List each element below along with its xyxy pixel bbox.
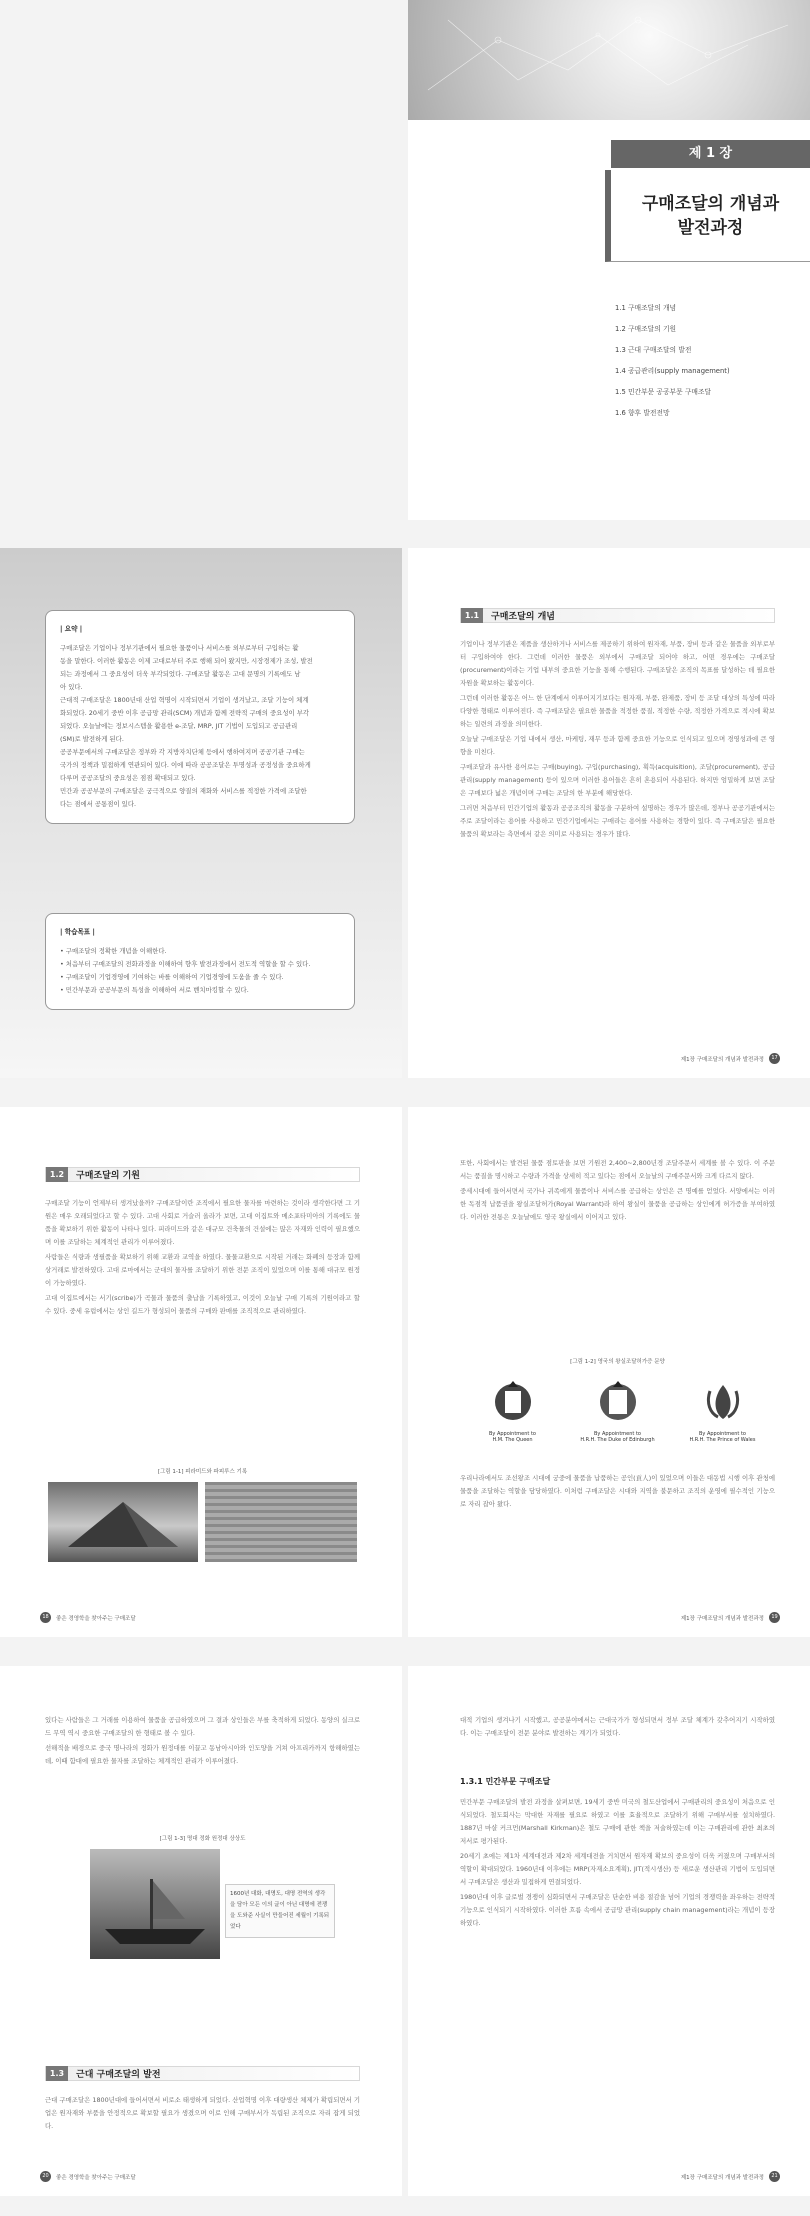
crest-line: H.R.H. The Prince of Wales	[689, 1437, 756, 1443]
figure-caption: [그림 1-1] 피라미드와 파피루스 기록	[157, 1469, 248, 1475]
paragraph: 중세시대에 들어서면서 국가나 귀족에게 물품이나 서비스를 공급하는 상인은 큰 명예를 얻었다. 서양에서는 이러한 독점적 납품권을 왕실조달허가(Royal Warrant)라 하여 왕실이 물품을 공급하는 상인에게 허가증을 부여하였다. 이러한 전통은 오늘날에도 영국 왕실에서 이어지고 있다.	[460, 1187, 775, 1221]
section-title: 구매조달의 개념	[491, 612, 555, 622]
page-number: 20	[40, 2171, 51, 2182]
summary-line: 동을 말한다. 이러한 활동은 이제 고대로부터 주로 행해 되어 왔지만, 시장경제가 조성, 발전	[60, 657, 313, 665]
figure-textbox: 1600년 대화, 대명도, 대명 전역의 생각을 담아 모든 이의 글이 아닌 대명에 전쟁을 도와준 사실이 만들어진 세월이 기록되었다	[225, 1884, 335, 1938]
section-header	[45, 1167, 360, 1182]
summary-heading: | 요약 |	[60, 625, 83, 633]
objective-item: • 민간부문과 공공부문의 특성을 이해하여 서로 벤치마킹할 수 있다.	[60, 986, 249, 994]
section-title: 구매조달의 기원	[76, 1171, 140, 1181]
crest-line: By Appointment to	[593, 1431, 641, 1437]
page-footer	[681, 1612, 780, 1623]
page-footer	[40, 2171, 136, 2182]
objectives-box	[45, 913, 355, 1010]
summary-line: 국가의 정책과 밀접하게 연관되어 있다. 이에 따라 공공조달은 투명성과 공정성을 중요하게	[60, 761, 311, 769]
figure-caption: [그림 1-2] 영국의 왕실조달허가증 문양	[570, 1359, 665, 1365]
chapter-number: 제 1 장	[611, 140, 810, 168]
summary-line: 되었다. 오늘날에는 정보시스템을 활용한 e-조달, MRP, JIT 기법이 도입되고 공급관리	[60, 722, 298, 730]
toc-item[interactable]: 1.3 근대 구매조달의 발전	[615, 346, 692, 354]
objective-item: • 처음부터 구매조달의 전화과정을 이해하여 향후 발전과정에서 전도적 역할을 할 수 있다.	[60, 960, 311, 968]
paragraph: 우리나라에서도 조선왕조 시대에 궁중에 물품을 납품하는 공인(貢人)이 있었으며 이들은 대동법 시행 이후 관청에 물품을 조달하는 역할을 담당하였다. 이처럼 구매조달은 시대와 지역을 불문하고 조직의 운영에 필수적인 기능으로 자리 잡아 왔다.	[460, 1474, 775, 1508]
pyramid-image	[48, 1482, 198, 1562]
section-body-continued	[45, 2094, 360, 2154]
section-number: 1.1	[461, 608, 483, 623]
summary-line: 다는 점에서 공통점이 있다.	[60, 800, 137, 808]
paragraph: 구매조달 기능이 언제부터 생겨났을까? 구매조달이란 조직에서 필요한 물자를 마련하는 것이라 생각한다면 그 기원은 매우 오래되었다고 할 수 있다. 고대 사회로 거슬러 올라가 보면, 고대 이집트와 메소포타미아의 기록에도 물품을 확보하기 위한 활동이 나타나 있다. 피라미드와 같은 대규모 건축물의 건설에는 많은 자재와 인력이 필요했으며 이를 조달하는 체계적인 관리가 이루어졌다.	[45, 1199, 360, 1246]
summary-line: 화되었다. 20세기 중반 이후 공급망 관리(SCM) 개념과 함께 전략적 구매의 중요성이 부각	[60, 709, 310, 717]
running-footer: 제1장 구매조달의 개념과 발전과정	[680, 2174, 764, 2181]
crest-line: By Appointment to	[488, 1431, 536, 1437]
paragraph: 오늘날 구매조달은 기업 내에서 생산, 마케팅, 재무 등과 함께 중요한 기능으로 인식되고 있으며 경영성과에 큰 영향을 미친다.	[460, 735, 775, 756]
section-body-continued	[460, 1472, 775, 1582]
royal-warrant-page	[408, 1107, 810, 1637]
summary-box	[45, 610, 355, 824]
chapter-toc	[615, 298, 730, 424]
network-graphic	[408, 0, 810, 120]
paragraph: 고대 이집트에서는 서기(scribe)가 곡물과 물품의 출납을 기록하였고, 이것이 오늘날 구매 기록의 기원이라고 할 수 있다. 중세 유럽에서는 상인 길드가 형성되어 물품의 구매와 판매를 조직적으로 관리하였다.	[45, 1294, 360, 1315]
section-title: 근대 구매조달의 발전	[76, 2070, 161, 2080]
objectives-heading: | 학습목표 |	[60, 928, 95, 936]
summary-line: 아 있다.	[60, 683, 83, 691]
summary-line: 되는 과정에서 그 중요성이 더욱 부각되었다. 구매조달 활동은 고대 문명의 기록에도 남	[60, 670, 301, 678]
toc-item[interactable]: 1.6 향후 발전전망	[615, 409, 670, 417]
summary-line: 근대적 구매조달은 1800년대 산업 혁명이 시작되면서 기업이 생겨났고, 조달 기능이 체계	[60, 696, 309, 704]
feathers-crest-icon	[698, 1377, 748, 1427]
page-number: 18	[40, 1612, 51, 1623]
running-footer: 좋은 경영학을 찾아주는 구매조달	[56, 1615, 136, 1622]
crest-line: H.M. The Queen	[492, 1437, 533, 1443]
page-footer	[40, 1612, 136, 1623]
section-body-continued	[460, 1796, 775, 2136]
section-1-3-1-page	[408, 1666, 810, 2196]
objective-item: • 구매조달이 기업경영에 기여하는 바를 이해하여 기업경영에 도움을 줄 수 있다.	[60, 973, 284, 981]
chapter-opener-page	[408, 0, 810, 520]
paragraph: 구매조달과 유사한 용어로는 구매(buying), 구입(purchasing), 획득(acquisition), 조달(procurement), 공급관리(supply management) 등이 있으며 이러한 용어들은 흔히 혼용되어 사용된다. 하지만 엄밀하게 보면 조달은 구매보다 넓은 개념이며 구매는 조달의 한 부분에 해당한다.	[460, 763, 775, 797]
section-body	[45, 1714, 360, 1824]
subsection-title: 1.3.1 민간부문 구매조달	[460, 1777, 551, 1786]
toc-item[interactable]: 1.2 구매조달의 기원	[615, 325, 677, 333]
chapter-title-box	[605, 170, 810, 262]
page-footer	[681, 2171, 780, 2182]
crest-icon	[488, 1377, 538, 1427]
pyramid-icon	[48, 1482, 198, 1562]
running-footer: 제1장 구매조달의 개념과 발전과정	[680, 1615, 764, 1622]
crest-line: H.R.H. The Duke of Edinburgh	[580, 1437, 655, 1443]
section-number: 1.2	[46, 1167, 68, 1182]
objective-item: • 구매조달의 정확한 개념을 이해한다.	[60, 947, 167, 955]
paragraph: 민간부문 구매조달의 발전 과정을 살펴보면, 19세기 중반 미국의 철도산업에서 구매관리의 중요성이 처음으로 인식되었다. 철도회사는 막대한 자재를 필요로 하였고 이를 효율적으로 조달하기 위해 구매부서를 설치하였다. 1887년 마샬 커크먼(Marshall Kirkman)은 철도 구매에 관한 책을 저술하였는데 이는 구매관리에 관한 최초의 저서로 평가된다.	[460, 1798, 775, 1845]
toc-item[interactable]: 1.4 공급관리(supply management)	[615, 367, 730, 375]
paragraph: 선해적을 배경으로 중국 명나라의 정화가 원정대를 이끌고 동남아시아와 인도양을 거쳐 아프리카까지 항해하였는데, 이때 함대에 필요한 물자를 조달하는 체계적인 관리가 이루어졌다.	[45, 1744, 360, 1765]
section-1-2-page	[0, 1107, 402, 1637]
paragraph: 그런데 이러한 활동은 어느 한 단계에서 이루어지기보다는 원자재, 부품, 완제품, 장비 등 조달 대상의 특성에 따라 다양한 형태로 이루어진다. 즉 구매조달은 필요한 물품을 적정한 품질, 적정한 수량, 적정한 가격으로 적시에 확보하는 일련의 과정을 의미한다.	[460, 694, 775, 728]
section-body	[45, 1197, 360, 1447]
papyrus-image	[205, 1482, 357, 1562]
section-body	[460, 1714, 775, 1764]
paragraph: 대적 기업의 생겨나기 시작했고, 공공분야에서는 근대국가가 형성되면서 정부 조달 체계가 갖추어지기 시작하였다. 이는 구매조달이 전문 분야로 발전하는 계기가 되었다.	[460, 1716, 775, 1737]
paragraph: 사람들은 식량과 생필품을 확보하기 위해 교환과 교역을 하였다. 물물교환으로 시작된 거래는 화폐의 등장과 함께 상거래로 발전하였다. 고대 로마에서는 군대의 물자를 조달하기 위한 전문 조직이 있었으며 이를 통해 대규모 원정이 가능하였다.	[45, 1253, 360, 1287]
summary-line: 공공부문에서의 구매조달은 정부와 각 지방자치단체 등에서 행하여지며 공공기관 구매는	[60, 748, 305, 756]
paragraph: 있다는 사람들은 그 거래를 이용하여 물품을 공급하였으며 그 결과 상인들은 부를 축적하게 되었다. 동양의 실크로드 무역 역시 중요한 구매조달의 한 형태로 볼 수 있다.	[45, 1716, 360, 1737]
toc-item[interactable]: 1.5 민간부문 공공부문 구매조달	[615, 388, 712, 396]
cover-image	[408, 0, 810, 120]
section-header	[460, 608, 775, 623]
summary-line: 다루며 공공조달의 중요성은 점점 확대되고 있다.	[60, 774, 196, 782]
section-body	[460, 1157, 775, 1347]
crest-item	[573, 1377, 663, 1443]
crest-icon	[593, 1377, 643, 1427]
chapter-title-line2: 발전과정	[677, 217, 744, 238]
page-number: 21	[769, 2171, 780, 2182]
running-footer: 제1장 구매조달의 개념과 발전과정	[680, 1056, 764, 1063]
crest-item	[468, 1377, 558, 1443]
section-header	[45, 2066, 360, 2081]
paragraph: 기업이나 정부기관은 제품을 생산하거나 서비스를 제공하기 위하여 원자재, 부품, 장비 등과 같은 물품을 외부로부터 구입하여야 한다. 그런데 이러한 물품은 외부에서 구매조달 되어야 하고, 어떤 경우에는 구매조달(procurement)이라는 기업 내부의 중요한 기능을 통해 수행된다. 구매조달은 조직의 목표를 달성하는 데 필요한 자원을 확보하는 활동이다.	[460, 640, 775, 687]
paragraph: 1980년대 이후 글로벌 경쟁이 심화되면서 구매조달은 단순한 비용 절감을 넘어 기업의 경쟁력을 좌우하는 전략적 기능으로 인식되기 시작하였다. 이러한 흐름 속에서 공급망 관리(supply chain management)라는 개념이 등장하였다.	[460, 1893, 775, 1927]
crest-item	[678, 1377, 768, 1443]
figure-caption: [그림 1-3] 명대 정화 원정대 상상도	[159, 1836, 246, 1842]
section-1-3-page	[0, 1666, 402, 2196]
expedition-image	[90, 1849, 220, 1959]
crest-line: By Appointment to	[698, 1431, 746, 1437]
section-number: 1.3	[46, 2066, 68, 2081]
chapter-title-line1: 구매조달의 개념과	[641, 193, 780, 214]
running-footer: 좋은 경영학을 찾아주는 구매조달	[56, 2174, 136, 2181]
page-number: 19	[769, 1612, 780, 1623]
section-body	[460, 638, 775, 968]
paragraph: 20세기 초에는 제1차 세계대전과 제2차 세계대전을 거치면서 원자재 확보의 중요성이 더욱 커졌으며 구매부서의 역할이 확대되었다. 1960년대 이후에는 MRP(자재소요계획), JIT(적시생산) 등 새로운 생산관리 기법이 도입되면서 구매조달은 생산과 밀접하게 연결되었다.	[460, 1852, 775, 1886]
ship-icon	[90, 1849, 220, 1959]
summary-text	[60, 642, 340, 811]
section-1-1-page	[408, 548, 810, 1078]
page-footer	[681, 1053, 780, 1064]
summary-line: 구매조달은 기업이나 정부기관에서 필요한 물품이나 서비스를 외부로부터 구입하는 활	[60, 644, 299, 652]
summary-line: 민간과 공공부문의 구매조달은 궁극적으로 양질의 재화와 서비스를 적정한 가격에 조달한	[60, 787, 307, 795]
toc-item[interactable]: 1.1 구매조달의 개념	[615, 304, 677, 312]
page-number: 17	[769, 1053, 780, 1064]
objectives-list	[60, 945, 340, 997]
crests-row	[460, 1377, 775, 1443]
summary-line: (SM)로 발전하게 된다.	[60, 735, 124, 743]
summary-page	[0, 548, 402, 1078]
paragraph: 근대 구매조달은 1800년대에 들어서면서 비로소 태생하게 되었다. 산업혁명 이후 대량생산 체제가 확립되면서 기업은 원자재와 부품을 안정적으로 확보할 필요가 생겼으며 이로 인해 구매부서가 독립된 조직으로 자리 잡게 되었다.	[45, 2096, 360, 2130]
paragraph: 그러면 처음부터 민간기업의 활동과 공공조직의 활동을 구분하여 설명하는 경우가 많은데, 정부나 공공기관에서는 주로 조달이라는 용어를 사용하고 민간기업에서는 구매라는 용어를 사용하는 경향이 있다. 즉 구매조달은 필요한 물품의 확보라는 측면에서 같은 의미로 사용되는 경우가 많다.	[460, 804, 775, 838]
paragraph: 또한, 사회에서는 발견된 물품 점토판을 보면 기원전 2,400~2,800년경 조달주문서 세계를 볼 수 있다. 이 주문서는 품질을 명시하고 수량과 가격을 상세히 적고 있다는 점에서 오늘날의 구매주문서와 크게 다르지 않다.	[460, 1159, 775, 1180]
